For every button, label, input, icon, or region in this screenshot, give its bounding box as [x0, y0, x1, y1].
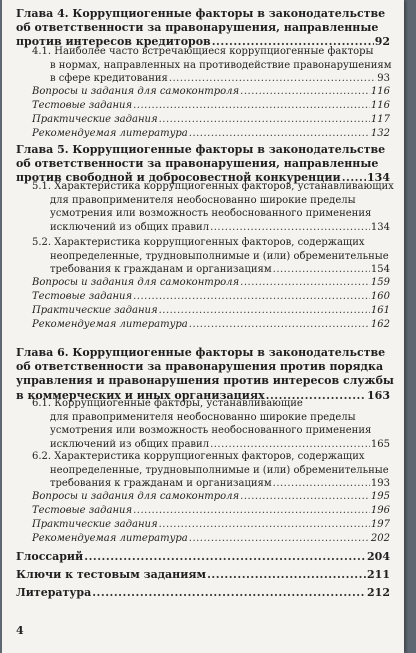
- toc-entry: [32, 113, 390, 127]
- toc-entry-line: 4.1. Наиболее часто встречающиеся коррупциогенные факторы: [32, 46, 374, 57]
- toc-entry-title: против интересов кредиторов: [16, 35, 211, 49]
- toc-entry-line: об ответственности за правонарушения, направленные: [16, 21, 379, 35]
- dot-leader: [159, 113, 370, 127]
- dot-leader: [240, 276, 370, 290]
- toc-page-number: 197: [370, 519, 390, 530]
- toc-entry-line: неопределенные, трудновыполнимые и (или) обременительные: [50, 250, 389, 262]
- page-number: 4: [16, 624, 24, 637]
- toc-entry-line: 5.2. Характеристика коррупциогенных факторов, содержащих: [32, 237, 365, 248]
- dot-leader: [133, 290, 370, 304]
- toc-entry-title: Тестовые задания: [32, 100, 133, 111]
- toc-entry-title: исключений из общих правил: [50, 221, 210, 233]
- toc-entry-title: Вопросы и задания для самоконтроля: [32, 86, 240, 97]
- dot-leader: [159, 518, 370, 532]
- toc-entry: [32, 318, 390, 332]
- toc-page-number: 161: [370, 305, 390, 316]
- toc-entry-title: Практические задания: [32, 305, 158, 316]
- toc-page-number: 211: [367, 568, 390, 581]
- toc-entry-line: неопределенные, трудновыполнимые и (или) обременительные: [50, 464, 389, 476]
- dot-leader: [133, 99, 370, 113]
- toc-entry: [32, 532, 390, 546]
- toc-entry: [16, 586, 390, 600]
- toc-entry: [16, 7, 390, 50]
- toc-entry-title: в сфере кредитования: [50, 73, 168, 85]
- toc-entry: [32, 236, 390, 277]
- toc-entry: [32, 450, 390, 491]
- dot-leader: [240, 490, 370, 504]
- dot-leader: [189, 127, 370, 141]
- dot-leader: [207, 568, 366, 582]
- toc-entry-title: Вопросы и задания для самоконтроля: [32, 491, 240, 502]
- toc-entry-line: для правоприменителя необоснованно широкие пределы: [50, 411, 356, 423]
- toc-entry-line: для правоприменителя необоснованно широкие пределы: [50, 194, 356, 206]
- toc-entry-title: Практические задания: [32, 519, 158, 530]
- toc-entry-title: Рекомендуемая литература: [32, 533, 188, 544]
- toc-entry-line: об ответственности за правонарушения, направленные: [16, 157, 379, 171]
- toc-entry: [32, 45, 390, 86]
- toc-entry: [32, 99, 390, 113]
- toc-page-number: 117: [370, 114, 390, 125]
- toc-entry-title: Вопросы и задания для самоконтроля: [32, 277, 240, 288]
- dot-leader: [273, 477, 370, 491]
- toc-entry-line: управления и правонарушения против интересов службы: [16, 374, 394, 388]
- toc-entry-line: об ответственности за правонарушения против порядка: [16, 360, 384, 374]
- toc-entry-line: усмотрения или возможность необоснованного применения: [50, 208, 372, 220]
- toc-entry-line: Глава 5. Коррупциогенные факторы в законодательстве: [16, 143, 386, 156]
- toc-page-number: 160: [370, 291, 390, 302]
- toc-page-number: 116: [370, 86, 390, 97]
- toc-page-number: 195: [370, 491, 390, 502]
- toc-entry: [32, 180, 394, 234]
- toc-entry: [32, 397, 390, 451]
- toc-entry: [16, 346, 394, 403]
- dot-leader: [210, 221, 370, 235]
- toc-page-number: 165: [370, 438, 390, 450]
- toc-entry: [32, 127, 390, 141]
- toc-entry-title: Рекомендуемая литература: [32, 128, 188, 139]
- toc-entry-line: 6.2. Характеристика коррупциогенных факторов, содержащих: [32, 451, 365, 462]
- toc-entry-title: Литература: [16, 586, 92, 599]
- toc-page-number: 154: [370, 264, 390, 276]
- toc-page-number: 116: [370, 100, 390, 111]
- dot-leader: [189, 318, 370, 332]
- toc-page-number: 212: [367, 586, 390, 599]
- toc-page-number: 202: [370, 533, 390, 544]
- toc-entry-title: Рекомендуемая литература: [32, 319, 188, 330]
- toc-entry: [32, 504, 390, 518]
- toc-page-number: 162: [370, 319, 390, 330]
- toc-entry-title: требования к гражданам и организациям: [50, 478, 272, 490]
- toc-entry-line: 6.1. Коррупциогенные факторы, устанавливающие: [32, 398, 303, 409]
- dot-leader: [133, 504, 370, 518]
- toc-page-number: 132: [370, 128, 390, 139]
- toc-entry-title: Ключи к тестовым заданиям: [16, 568, 207, 581]
- book-page: [2, 0, 404, 653]
- toc-entry: [32, 290, 390, 304]
- toc-entry-line: 5.1. Характеристика коррупциогенных факторов, устанавливающих: [32, 181, 394, 192]
- dot-leader: [169, 72, 376, 86]
- toc-entry-line: усмотрения или возможность необоснованного применения: [50, 425, 372, 437]
- toc-entry-line: Глава 6. Коррупциогенные факторы в законодательстве: [16, 346, 386, 359]
- toc-entry: [32, 304, 390, 318]
- toc-page-number: 163: [367, 388, 390, 402]
- toc-entry-title: против свободной и добросовестной конкуренции: [16, 171, 341, 185]
- toc-entry: [32, 518, 390, 532]
- toc-entry-line: в нормах, направленных на противодействие правонарушениям: [50, 59, 392, 71]
- toc-entry-title: Тестовые задания: [32, 505, 133, 516]
- toc-entry-title: исключений из общих правил: [50, 438, 210, 450]
- toc-page-number: 196: [370, 505, 390, 516]
- toc-entry-title: Глоссарий: [16, 550, 84, 563]
- toc-entry-title: Практические задания: [32, 114, 158, 125]
- toc-entry-title: требования к гражданам и организациям: [50, 264, 272, 276]
- toc-page-number: 134: [370, 221, 390, 233]
- dot-leader: [189, 532, 370, 546]
- toc-entry: [32, 490, 390, 504]
- toc-entry-title: в коммерческих и иных организациях: [16, 388, 265, 402]
- toc-entry: [16, 550, 390, 564]
- toc-page-number: 204: [367, 550, 390, 563]
- toc-entry-line: Глава 4. Коррупциогенные факторы в законодательстве: [16, 7, 386, 20]
- toc-page-number: 134: [367, 171, 390, 185]
- dot-leader: [84, 550, 366, 564]
- toc-entry-title: Тестовые задания: [32, 291, 133, 302]
- toc-page-number: 93: [377, 73, 390, 85]
- toc-entry: [32, 85, 390, 99]
- toc-page-number: 193: [370, 478, 390, 490]
- dot-leader: [240, 85, 370, 99]
- toc-page-number: 159: [370, 277, 390, 288]
- toc-entry: [16, 568, 390, 582]
- toc-page-number: 92: [374, 35, 390, 49]
- dot-leader: [159, 304, 370, 318]
- dot-leader: [92, 586, 366, 600]
- toc-entry: [32, 276, 390, 290]
- dot-leader: [273, 263, 370, 277]
